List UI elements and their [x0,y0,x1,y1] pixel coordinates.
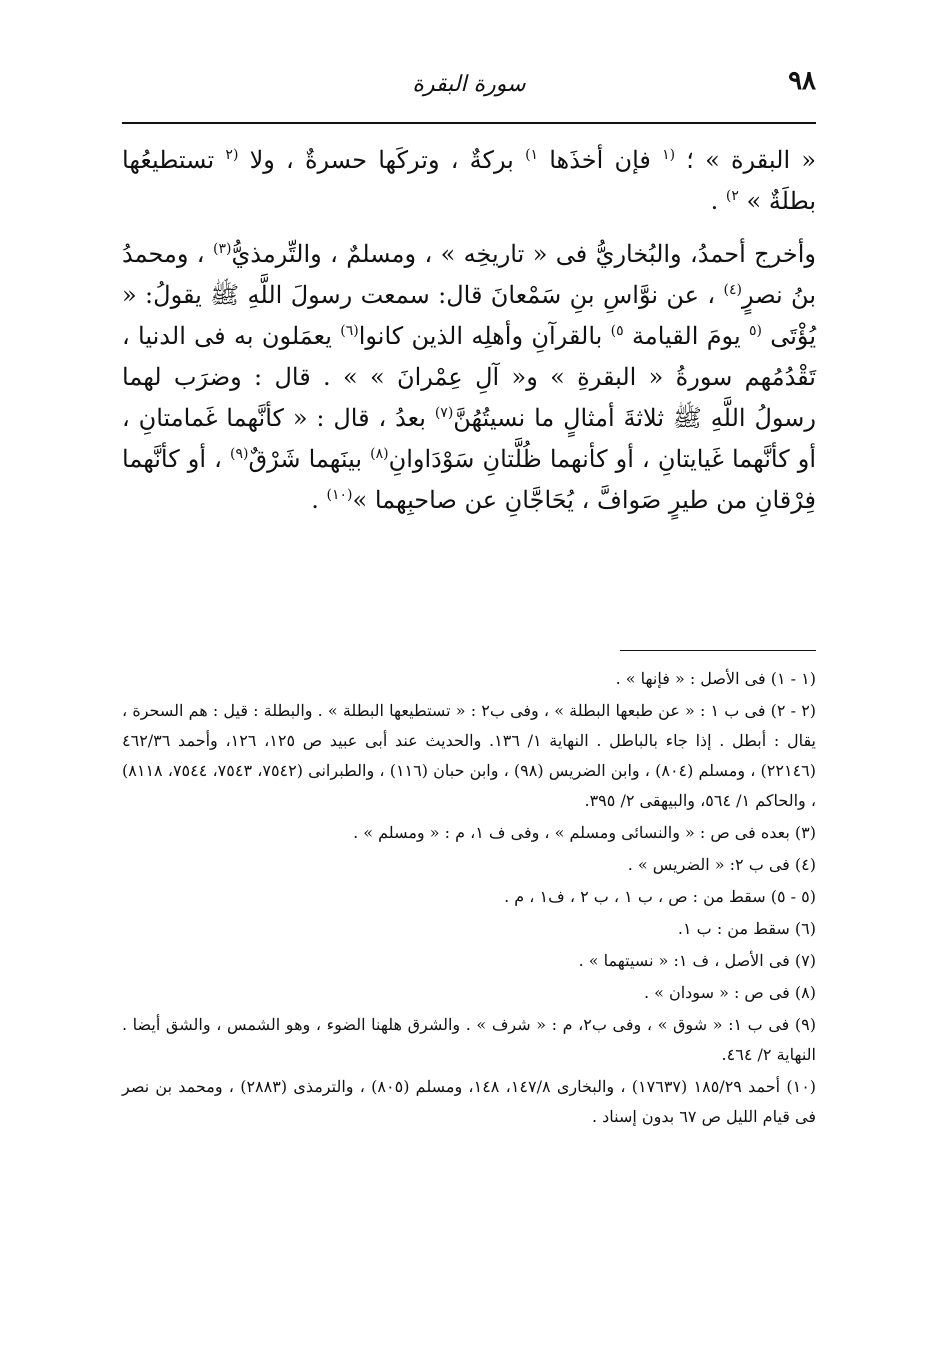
text-run: يعمَلون به فى الدنيا ، تَقْدُمُهم سورةُ « البقرةِ » و« آلِ عِمْرانَ » » . قال : وضرَب لهما رسولُ اللَّهِ ﷺ ثلاثةَ أمثالٍ ما نسيتُهُنَّ [122,322,817,432]
footnote-ref: (٥ [748,323,762,339]
running-title: سورة البقرة [412,72,526,97]
footnote-8: (٨) فى ص : « سودان » . [643,983,816,1002]
text-run: فإن أخذَها [538,146,663,174]
footnote-separator [620,650,816,651]
text-run: بالقرآنِ وأهلِه الذين كانوا [358,322,611,350]
footnote-3: (٣) بعده فى ص : « والنسائى ومسلم » ، وفى ف ١، م : « ومسلم » . [353,823,816,842]
footnote-ref: (٨) [370,446,389,462]
footnote-2: (٢ - ٢) فى ب ١ : « عن طبعها البطلة » ، وفى ب٢ : « تستطيعها البطلة » . والبطلة : قيل : هم السحرة ، يقال : أبطل . إذا جاء بالباطل . النهاية ١/ ١٣٦. والحديث عند أبى عبيد ص ١٢٥، ١٢٦، وأحمد ٤٦٢/٣٦ (٢٢١٤٦) ، ومسلم (٨٠٤) ، وابن الضريس (٩٨) ، وابن حبان (١١٦) ، والطبرانى (٧٥٤٢، ٧٥٤٣، ٧٥٤٤، ٨١١٨) ، والحاكم ١/ ٥٦٤، والبيهقى ٢/ ٣٩٥. [122,701,817,810]
footnote-5: (٥ - ٥) سقط من : ص ، ب ١ ، ب ٢ ، ف١ ، م . [504,887,816,906]
footnote-ref: ٥) [610,323,624,339]
page-number: ٩٨ [788,66,816,96]
footnote-ref: (٢ [225,147,239,163]
paragraph-2 [122,234,816,521]
header-rule [122,122,816,124]
footnote-ref: (١٠) [326,487,353,503]
footnote-10: (١٠) أحمد ١٨٥/٢٩ (١٧٦٣٧) ، والبخارى ١٤٧/٨، ١٤٨، ومسلم (٨٠٥) ، والترمذى (٢٨٨٣) ، ومحمد بن نصر فى قيام الليل ص ٦٧ بدون إسناد . [122,1077,817,1126]
text-run: بركةٌ ، وتركَها حسرةٌ ، ولا [238,146,526,174]
footnote-ref: ٢) [725,188,739,204]
text-run: تستطيعُها بطلَةٌ » [122,146,816,215]
text-run: ، عن نوَّاسِ بنِ سَمْعانَ قال: سمعت رسولَ اللَّهِ ﷺ يقولُ: « يُؤْتَى [122,281,817,350]
text-run: ، أو كأنَّهما فِرْقانِ من طيرٍ صَوافَّ ، يُحَاجَّانِ عن صاحبِهما » [122,445,816,514]
footnote-9: (٩) فى ب ١: « شوق » ، وفى ب٢، م : « شرف » . والشرق هلهنا الضوء ، وهو الشمس ، والشق أيضا . النهاية ٢/ ٤٦٤. [122,1015,817,1064]
footnote-ref: (٣) [212,241,232,257]
footnote-6: (٦) سقط من : ب ١. [677,919,816,938]
page-header [122,62,816,122]
text-run: بعدُ ، قال : « كأنَّهما غَمامتانِ ، أو كأنَّهما غَيايتانِ ، أو كأنهما ظُلَّتانِ سَوْدَاوانِ [122,404,817,473]
text-run: . [311,486,327,514]
footnote-ref: (٩) [230,446,249,462]
text-run: وأخرج أحمدُ، والبُخاريُّ فى « تاريخِه » ، ومسلمٌ ، والتِّرمذيُّ [231,240,817,268]
footnote-ref: (٧) [434,405,454,421]
footnote-ref: (٤) [723,282,742,298]
footnote-7: (٧) فى الأصل ، ف ١: « نسيتهما » . [578,951,816,970]
text-run: ، ومحمدُ بنُ نصرٍ [122,240,817,309]
paragraph-1 [122,140,816,222]
footnote-4: (٤) فى ب ٢: « الضريس » . [627,855,816,874]
footnote-1: (١ - ١) فى الأصل : « فإنها » . [615,669,816,688]
footnotes [122,664,816,1134]
text-run: بينَهما شَرْقٌ [248,445,371,473]
text-run: . [710,187,726,215]
footnote-ref: (١ [662,147,676,163]
text-run: « البقرة » ؛ [675,146,817,174]
footnote-ref: (٦) [340,323,359,339]
main-text [122,140,816,521]
footnote-ref: ١) [525,147,539,163]
text-run: يومَ القيامة [623,322,749,350]
